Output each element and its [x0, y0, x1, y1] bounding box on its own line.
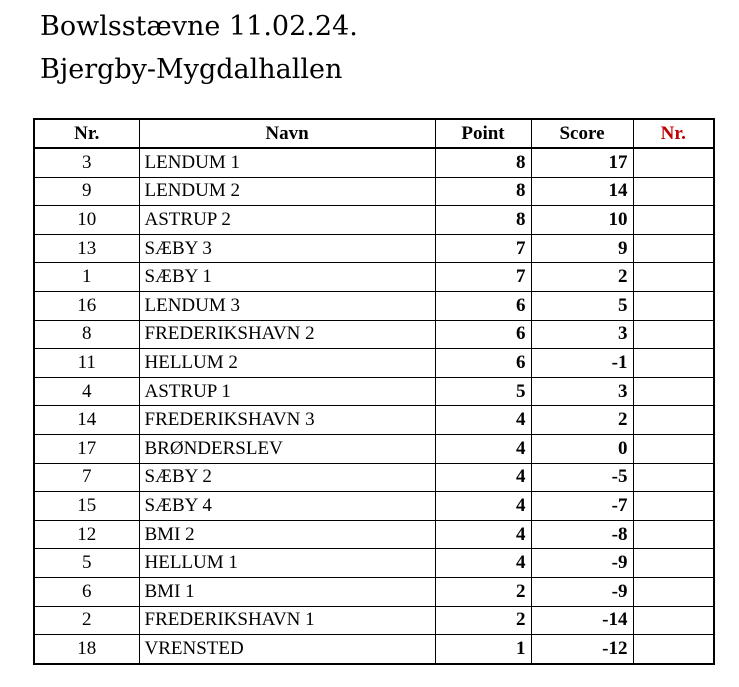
team-name-cell: HELLUM 1	[139, 549, 435, 578]
score-cell: 9	[531, 234, 633, 263]
score-cell: -7	[531, 492, 633, 521]
row-nr-cell: 1	[34, 263, 139, 292]
row-nr-cell: 7	[34, 463, 139, 492]
column-header-nr: Nr.	[34, 119, 139, 148]
score-cell: 2	[531, 406, 633, 435]
team-name-cell: SÆBY 3	[139, 234, 435, 263]
row-nr-cell: 18	[34, 635, 139, 664]
team-name-cell: FREDERIKSHAVN 3	[139, 406, 435, 435]
row-nr-cell: 5	[34, 549, 139, 578]
placement-cell	[633, 177, 714, 206]
table-row	[34, 434, 714, 463]
results-body	[34, 148, 714, 664]
row-nr-cell: 9	[34, 177, 139, 206]
team-name-cell: BRØNDERSLEV	[139, 434, 435, 463]
team-name-cell: HELLUM 2	[139, 349, 435, 378]
point-cell: 2	[435, 606, 531, 635]
table-row	[34, 606, 714, 635]
row-nr-cell: 11	[34, 349, 139, 378]
point-cell: 4	[435, 549, 531, 578]
score-cell: 14	[531, 177, 633, 206]
team-name-cell: LENDUM 1	[139, 148, 435, 177]
row-nr-cell: 3	[34, 148, 139, 177]
team-name-cell: ASTRUP 1	[139, 377, 435, 406]
row-nr-cell: 2	[34, 606, 139, 635]
placement-cell	[633, 434, 714, 463]
point-cell: 6	[435, 349, 531, 378]
venue-subtitle: Bjergby-Mygdalhallen	[40, 54, 343, 85]
column-header-navn: Navn	[139, 119, 435, 148]
team-name-cell: FREDERIKSHAVN 2	[139, 320, 435, 349]
team-name-cell: ASTRUP 2	[139, 206, 435, 235]
point-cell: 7	[435, 234, 531, 263]
team-name-cell: SÆBY 2	[139, 463, 435, 492]
placement-cell	[633, 635, 714, 664]
point-cell: 4	[435, 434, 531, 463]
score-cell: 5	[531, 291, 633, 320]
row-nr-cell: 8	[34, 320, 139, 349]
placement-cell	[633, 320, 714, 349]
point-cell: 8	[435, 177, 531, 206]
team-name-cell: BMI 2	[139, 520, 435, 549]
point-cell: 6	[435, 320, 531, 349]
header-row	[34, 119, 714, 148]
score-cell: -5	[531, 463, 633, 492]
team-name-cell: SÆBY 1	[139, 263, 435, 292]
row-nr-cell: 4	[34, 377, 139, 406]
table-row	[34, 549, 714, 578]
team-name-cell: VRENSTED	[139, 635, 435, 664]
table-row	[34, 148, 714, 177]
team-name-cell: FREDERIKSHAVN 1	[139, 606, 435, 635]
point-cell: 6	[435, 291, 531, 320]
table-row	[34, 234, 714, 263]
placement-cell	[633, 520, 714, 549]
column-header-nr-placement: Nr.	[633, 119, 714, 148]
placement-cell	[633, 263, 714, 292]
team-name-cell: BMI 1	[139, 577, 435, 606]
placement-cell	[633, 291, 714, 320]
placement-cell	[633, 349, 714, 378]
score-cell: 10	[531, 206, 633, 235]
point-cell: 7	[435, 263, 531, 292]
placement-cell	[633, 234, 714, 263]
row-nr-cell: 10	[34, 206, 139, 235]
point-cell: 5	[435, 377, 531, 406]
score-cell: -1	[531, 349, 633, 378]
score-cell: 3	[531, 377, 633, 406]
point-cell: 4	[435, 406, 531, 435]
point-cell: 4	[435, 463, 531, 492]
score-cell: 17	[531, 148, 633, 177]
placement-cell	[633, 406, 714, 435]
team-name-cell: LENDUM 2	[139, 177, 435, 206]
point-cell: 1	[435, 635, 531, 664]
row-nr-cell: 12	[34, 520, 139, 549]
score-cell: -9	[531, 549, 633, 578]
point-cell: 2	[435, 577, 531, 606]
table-row	[34, 263, 714, 292]
table-row	[34, 177, 714, 206]
placement-cell	[633, 148, 714, 177]
table-row	[34, 406, 714, 435]
page-title: Bowlsstævne 11.02.24.	[40, 11, 358, 42]
table-row	[34, 349, 714, 378]
table-row	[34, 291, 714, 320]
team-name-cell: LENDUM 3	[139, 291, 435, 320]
row-nr-cell: 13	[34, 234, 139, 263]
point-cell: 4	[435, 492, 531, 521]
column-header-point: Point	[435, 119, 531, 148]
placement-cell	[633, 377, 714, 406]
column-header-score: Score	[531, 119, 633, 148]
table-row	[34, 377, 714, 406]
team-name-cell: SÆBY 4	[139, 492, 435, 521]
row-nr-cell: 17	[34, 434, 139, 463]
score-cell: -9	[531, 577, 633, 606]
placement-cell	[633, 463, 714, 492]
placement-cell	[633, 492, 714, 521]
point-cell: 8	[435, 206, 531, 235]
score-cell: 2	[531, 263, 633, 292]
table-row	[34, 520, 714, 549]
placement-cell	[633, 577, 714, 606]
results-table	[33, 118, 715, 665]
score-cell: 0	[531, 434, 633, 463]
row-nr-cell: 14	[34, 406, 139, 435]
score-cell: -14	[531, 606, 633, 635]
table-row	[34, 635, 714, 664]
table-row	[34, 577, 714, 606]
table-row	[34, 463, 714, 492]
score-cell: -8	[531, 520, 633, 549]
placement-cell	[633, 606, 714, 635]
table-row	[34, 492, 714, 521]
point-cell: 8	[435, 148, 531, 177]
placement-cell	[633, 206, 714, 235]
point-cell: 4	[435, 520, 531, 549]
row-nr-cell: 6	[34, 577, 139, 606]
score-cell: -12	[531, 635, 633, 664]
table-row	[34, 320, 714, 349]
row-nr-cell: 15	[34, 492, 139, 521]
table-row	[34, 206, 714, 235]
placement-cell	[633, 549, 714, 578]
score-cell: 3	[531, 320, 633, 349]
row-nr-cell: 16	[34, 291, 139, 320]
